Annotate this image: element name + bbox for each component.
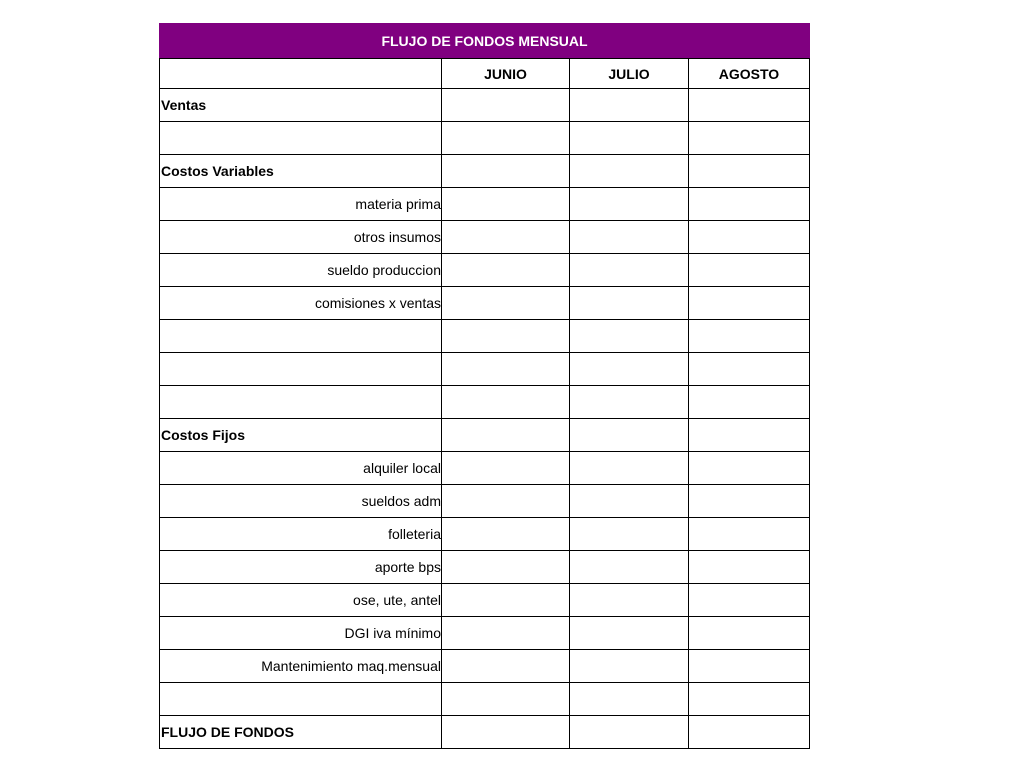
table-title: FLUJO DE FONDOS MENSUAL — [160, 24, 810, 59]
value-cell-agosto[interactable] — [689, 617, 810, 650]
table-row — [160, 155, 810, 188]
value-cell-julio[interactable] — [570, 320, 689, 353]
item-label-cell[interactable]: DGI iva mínimo — [160, 617, 442, 650]
value-cell-agosto[interactable] — [689, 188, 810, 221]
table-row — [160, 221, 810, 254]
table-row — [160, 353, 810, 386]
table-row — [160, 584, 810, 617]
value-cell-agosto[interactable] — [689, 683, 810, 716]
value-cell-agosto[interactable] — [689, 584, 810, 617]
value-cell-junio[interactable] — [442, 353, 570, 386]
month-header-row — [160, 59, 810, 89]
value-cell-agosto[interactable] — [689, 89, 810, 122]
value-cell-junio[interactable] — [442, 518, 570, 551]
value-cell-julio[interactable] — [570, 221, 689, 254]
empty-label-cell[interactable] — [160, 122, 442, 155]
table-row — [160, 287, 810, 320]
value-cell-agosto[interactable] — [689, 287, 810, 320]
item-label-cell[interactable]: Mantenimiento maq.mensual — [160, 650, 442, 683]
label-header-cell[interactable] — [160, 59, 442, 89]
value-cell-agosto[interactable] — [689, 353, 810, 386]
item-label-cell[interactable]: folleteria — [160, 518, 442, 551]
value-cell-junio[interactable] — [442, 485, 570, 518]
value-cell-julio[interactable] — [570, 122, 689, 155]
table-row — [160, 89, 810, 122]
value-cell-junio[interactable] — [442, 386, 570, 419]
value-cell-agosto[interactable] — [689, 155, 810, 188]
value-cell-julio[interactable] — [570, 617, 689, 650]
table-row — [160, 716, 810, 749]
table-row — [160, 188, 810, 221]
empty-label-cell[interactable] — [160, 353, 442, 386]
value-cell-junio[interactable] — [442, 287, 570, 320]
table-row — [160, 650, 810, 683]
value-cell-junio[interactable] — [442, 551, 570, 584]
value-cell-junio[interactable] — [442, 188, 570, 221]
table-row — [160, 386, 810, 419]
value-cell-julio[interactable] — [570, 551, 689, 584]
table-row — [160, 617, 810, 650]
table-row — [160, 419, 810, 452]
item-label-cell[interactable]: ose, ute, antel — [160, 584, 442, 617]
value-cell-julio[interactable] — [570, 716, 689, 749]
value-cell-agosto[interactable] — [689, 122, 810, 155]
section-label-cell[interactable]: Ventas — [160, 89, 442, 122]
value-cell-agosto[interactable] — [689, 716, 810, 749]
value-cell-julio[interactable] — [570, 89, 689, 122]
value-cell-julio[interactable] — [570, 650, 689, 683]
value-cell-julio[interactable] — [570, 683, 689, 716]
table-row — [160, 122, 810, 155]
value-cell-julio[interactable] — [570, 518, 689, 551]
item-label-cell[interactable]: alquiler local — [160, 452, 442, 485]
empty-label-cell[interactable] — [160, 320, 442, 353]
value-cell-julio[interactable] — [570, 353, 689, 386]
value-cell-julio[interactable] — [570, 254, 689, 287]
value-cell-agosto[interactable] — [689, 485, 810, 518]
value-cell-junio[interactable] — [442, 650, 570, 683]
value-cell-junio[interactable] — [442, 419, 570, 452]
table-body — [160, 24, 810, 749]
empty-label-cell[interactable] — [160, 683, 442, 716]
cash-flow-table — [159, 23, 810, 749]
month-header-julio[interactable]: JULIO — [570, 59, 689, 89]
section-label-cell[interactable]: Costos Variables — [160, 155, 442, 188]
table-row — [160, 254, 810, 287]
value-cell-junio[interactable] — [442, 254, 570, 287]
month-header-junio[interactable]: JUNIO — [442, 59, 570, 89]
value-cell-junio[interactable] — [442, 122, 570, 155]
value-cell-agosto[interactable] — [689, 320, 810, 353]
item-label-cell[interactable]: aporte bps — [160, 551, 442, 584]
value-cell-agosto[interactable] — [689, 221, 810, 254]
value-cell-julio[interactable] — [570, 584, 689, 617]
value-cell-junio[interactable] — [442, 89, 570, 122]
value-cell-junio[interactable] — [442, 716, 570, 749]
table-row — [160, 485, 810, 518]
table-row — [160, 320, 810, 353]
section-label-cell[interactable]: Costos Fijos — [160, 419, 442, 452]
value-cell-julio[interactable] — [570, 452, 689, 485]
value-cell-junio[interactable] — [442, 221, 570, 254]
value-cell-agosto[interactable] — [689, 386, 810, 419]
value-cell-agosto[interactable] — [689, 518, 810, 551]
value-cell-junio[interactable] — [442, 584, 570, 617]
item-label-cell[interactable]: otros insumos — [160, 221, 442, 254]
empty-label-cell[interactable] — [160, 386, 442, 419]
value-cell-julio[interactable] — [570, 386, 689, 419]
item-label-cell[interactable]: sueldo produccion — [160, 254, 442, 287]
month-header-agosto[interactable]: AGOSTO — [689, 59, 810, 89]
title-row — [160, 24, 810, 59]
section-label-cell[interactable]: FLUJO DE FONDOS — [160, 716, 442, 749]
value-cell-julio[interactable] — [570, 419, 689, 452]
value-cell-junio[interactable] — [442, 155, 570, 188]
table-row — [160, 518, 810, 551]
item-label-cell[interactable]: comisiones x ventas — [160, 287, 442, 320]
value-cell-julio[interactable] — [570, 287, 689, 320]
value-cell-agosto[interactable] — [689, 419, 810, 452]
value-cell-junio[interactable] — [442, 452, 570, 485]
value-cell-julio[interactable] — [570, 188, 689, 221]
value-cell-agosto[interactable] — [689, 254, 810, 287]
value-cell-julio[interactable] — [570, 485, 689, 518]
value-cell-agosto[interactable] — [689, 551, 810, 584]
table-row — [160, 452, 810, 485]
value-cell-junio[interactable] — [442, 683, 570, 716]
value-cell-agosto[interactable] — [689, 650, 810, 683]
item-label-cell[interactable]: materia prima — [160, 188, 442, 221]
table-row — [160, 551, 810, 584]
value-cell-junio[interactable] — [442, 320, 570, 353]
value-cell-junio[interactable] — [442, 617, 570, 650]
item-label-cell[interactable]: sueldos adm — [160, 485, 442, 518]
value-cell-agosto[interactable] — [689, 452, 810, 485]
value-cell-julio[interactable] — [570, 155, 689, 188]
table-row — [160, 683, 810, 716]
